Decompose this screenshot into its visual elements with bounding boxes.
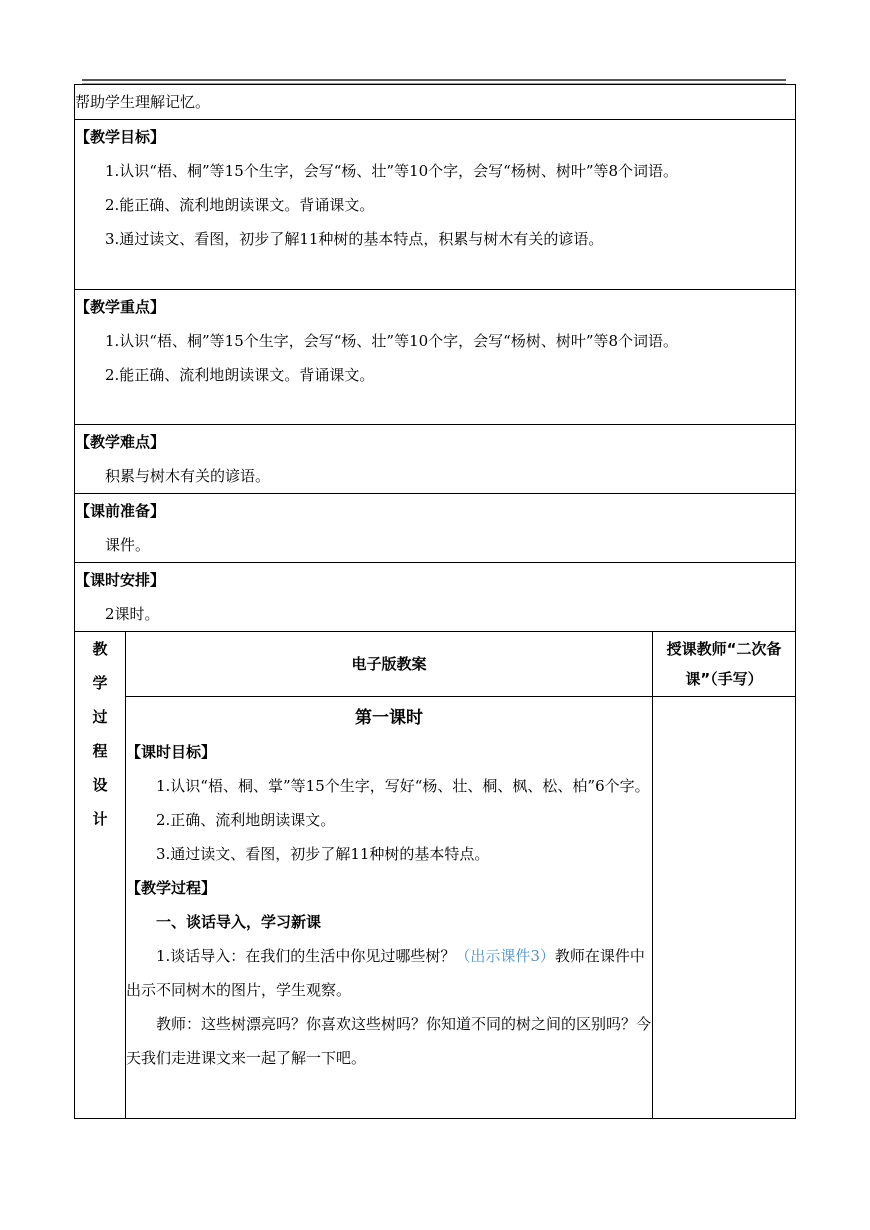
step-1	[126, 939, 652, 1007]
keypoints-heading: 【教学重点】	[75, 298, 166, 316]
intro-row	[75, 85, 796, 120]
goals-row	[75, 120, 796, 290]
process-heading: 【教学过程】	[126, 879, 217, 897]
courseware-reference: （出示课件3）	[455, 947, 555, 965]
lesson-goal-3: 3.通过读文、看图，初步了解11种树的基本特点。	[156, 845, 490, 863]
process-side-label	[75, 632, 126, 1119]
step-1-continuation: 教师在课件中出示不同树木的图片，学生观察。	[126, 947, 645, 999]
keypoints-row	[75, 290, 796, 425]
lesson-goals-heading: 【课时目标】	[126, 743, 217, 761]
side-char-1: 教	[92, 640, 108, 658]
section-1-title: 一、谈话导入，学习新课	[156, 913, 322, 931]
lesson-goal-1: 1.认识“梧、桐、掌”等15个生字，写好“杨、壮、桐、枫、松、柏”6个字。	[156, 777, 650, 795]
header-rule	[82, 79, 786, 81]
preparation-heading: 【课前准备】	[75, 502, 166, 520]
column-header-teacher: 授课教师“二次备课”（手写）	[653, 632, 796, 697]
side-char-6: 计	[92, 810, 108, 828]
lesson-goal-2: 2.正确、流利地朗读课文。	[156, 811, 336, 829]
keypoint-item-1: 1.认识“梧、桐”等15个生字，会写“杨、壮”等10个字，会写“杨树、树叶”等8个词语。	[105, 332, 679, 350]
intro-tail-text: 帮助学生理解记忆。	[75, 93, 211, 111]
goal-item-3: 3.通过读文、看图，初步了解11种树的基本特点，积累与树木有关的谚语。	[105, 230, 604, 248]
teacher-dialogue: 教师：这些树漂亮吗？你喜欢这些树吗？你知道不同的树之间的区别吗？今天我们走进课文来一起了解一下吧。	[126, 1015, 652, 1067]
side-char-5: 设	[92, 776, 108, 794]
schedule-text: 2课时。	[105, 605, 160, 623]
side-char-4: 程	[92, 742, 108, 760]
handwritten-notes-cell	[653, 697, 796, 1119]
difficulty-row	[75, 425, 796, 494]
step-1-text: 1.谈话导入：在我们的生活中你见过哪些树？	[156, 947, 456, 965]
schedule-heading: 【课时安排】	[75, 571, 166, 589]
difficulty-text: 积累与树木有关的谚语。	[105, 467, 271, 485]
preparation-row	[75, 494, 796, 563]
goal-item-2: 2.能正确、流利地朗读课文。背诵课文。	[105, 196, 375, 214]
preparation-text: 课件。	[105, 536, 151, 554]
difficulty-heading: 【教学难点】	[75, 433, 166, 451]
process-body-row	[75, 697, 796, 1119]
schedule-row	[75, 563, 796, 632]
side-char-3: 过	[92, 708, 108, 726]
keypoint-item-2: 2.能正确、流利地朗读课文。背诵课文。	[105, 366, 375, 384]
goals-heading: 【教学目标】	[75, 128, 166, 146]
column-header-main: 电子版教案	[126, 632, 653, 697]
process-header-row	[75, 632, 796, 697]
goal-item-1: 1.认识“梧、桐”等15个生字，会写“杨、壮”等10个字，会写“杨树、树叶”等8个词语。	[105, 162, 679, 180]
lesson-title: 第一课时	[355, 708, 423, 728]
side-char-2: 学	[92, 674, 108, 692]
process-main-cell	[126, 697, 653, 1119]
lesson-plan-table	[74, 84, 796, 1119]
